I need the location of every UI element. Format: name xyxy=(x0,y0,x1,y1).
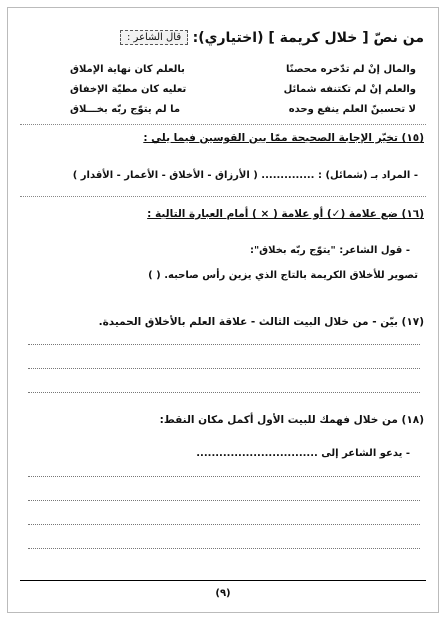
poet-label: قال الشاعر : xyxy=(120,30,188,45)
answer-line[interactable] xyxy=(28,524,420,525)
page-number: (٩) xyxy=(215,588,231,599)
verse-2-right: والعلم إنْ لم تكتنفه شمائل xyxy=(283,84,416,95)
answer-line[interactable] xyxy=(28,344,420,345)
answer-line[interactable] xyxy=(28,500,420,501)
answer-line[interactable] xyxy=(28,476,420,477)
verse-3-right: لا تحسبنّ العلم ينفع وحده xyxy=(288,104,416,115)
separator xyxy=(20,124,426,125)
verse-1-right: والمال إنْ لم تدّخره محصنًا xyxy=(286,64,416,75)
question-18-item: - يدعو الشاعر إلى ................................ xyxy=(196,448,410,459)
footer-line xyxy=(20,580,426,581)
question-16-statement: تصوير للأخلاق الكريمة بالتاج الذي يزين رأس صاحبه. ( ) xyxy=(148,270,418,281)
verse-2-left: تعليه كان مطيّة الإخفاق xyxy=(70,84,187,95)
question-16-item: - قول الشاعر: "يتوّج ربّه بخلاق": xyxy=(249,245,410,256)
question-15-item: - المراد بـ (شمائل) : .............. ( الأرزاق - الأخلاق - الأعمار - الأقدار ) xyxy=(72,170,418,181)
question-17-prompt: (١٧) بيّن - من خلال البيت الثالث - علاقة العلم بالأخلاق الحميدة. xyxy=(98,316,424,328)
verse-3-left: ما لم يتوّج ربّه بخـــلاق xyxy=(70,104,181,115)
page-frame xyxy=(7,7,439,613)
separator xyxy=(20,196,426,197)
verse-1-left: بالعلم كان نهاية الإملاق xyxy=(70,64,185,75)
question-18-prompt: (١٨) من خلال فهمك للبيت الأول أكمل مكان النقط: xyxy=(159,414,424,426)
question-15-prompt: (١٥) تخيّر الإجابة الصحيحة ممّا بين القوسين فيما يلي : xyxy=(143,132,424,144)
text-title: من نصّ [ خلال كريمة ] (اختياري): xyxy=(192,30,424,46)
answer-line[interactable] xyxy=(28,392,420,393)
answer-line[interactable] xyxy=(28,548,420,549)
question-16-prompt: (١٦) ضع علامة (✓) أو علامة ( × ) أمام العبارة التالية : xyxy=(147,208,424,220)
answer-line[interactable] xyxy=(28,368,420,369)
